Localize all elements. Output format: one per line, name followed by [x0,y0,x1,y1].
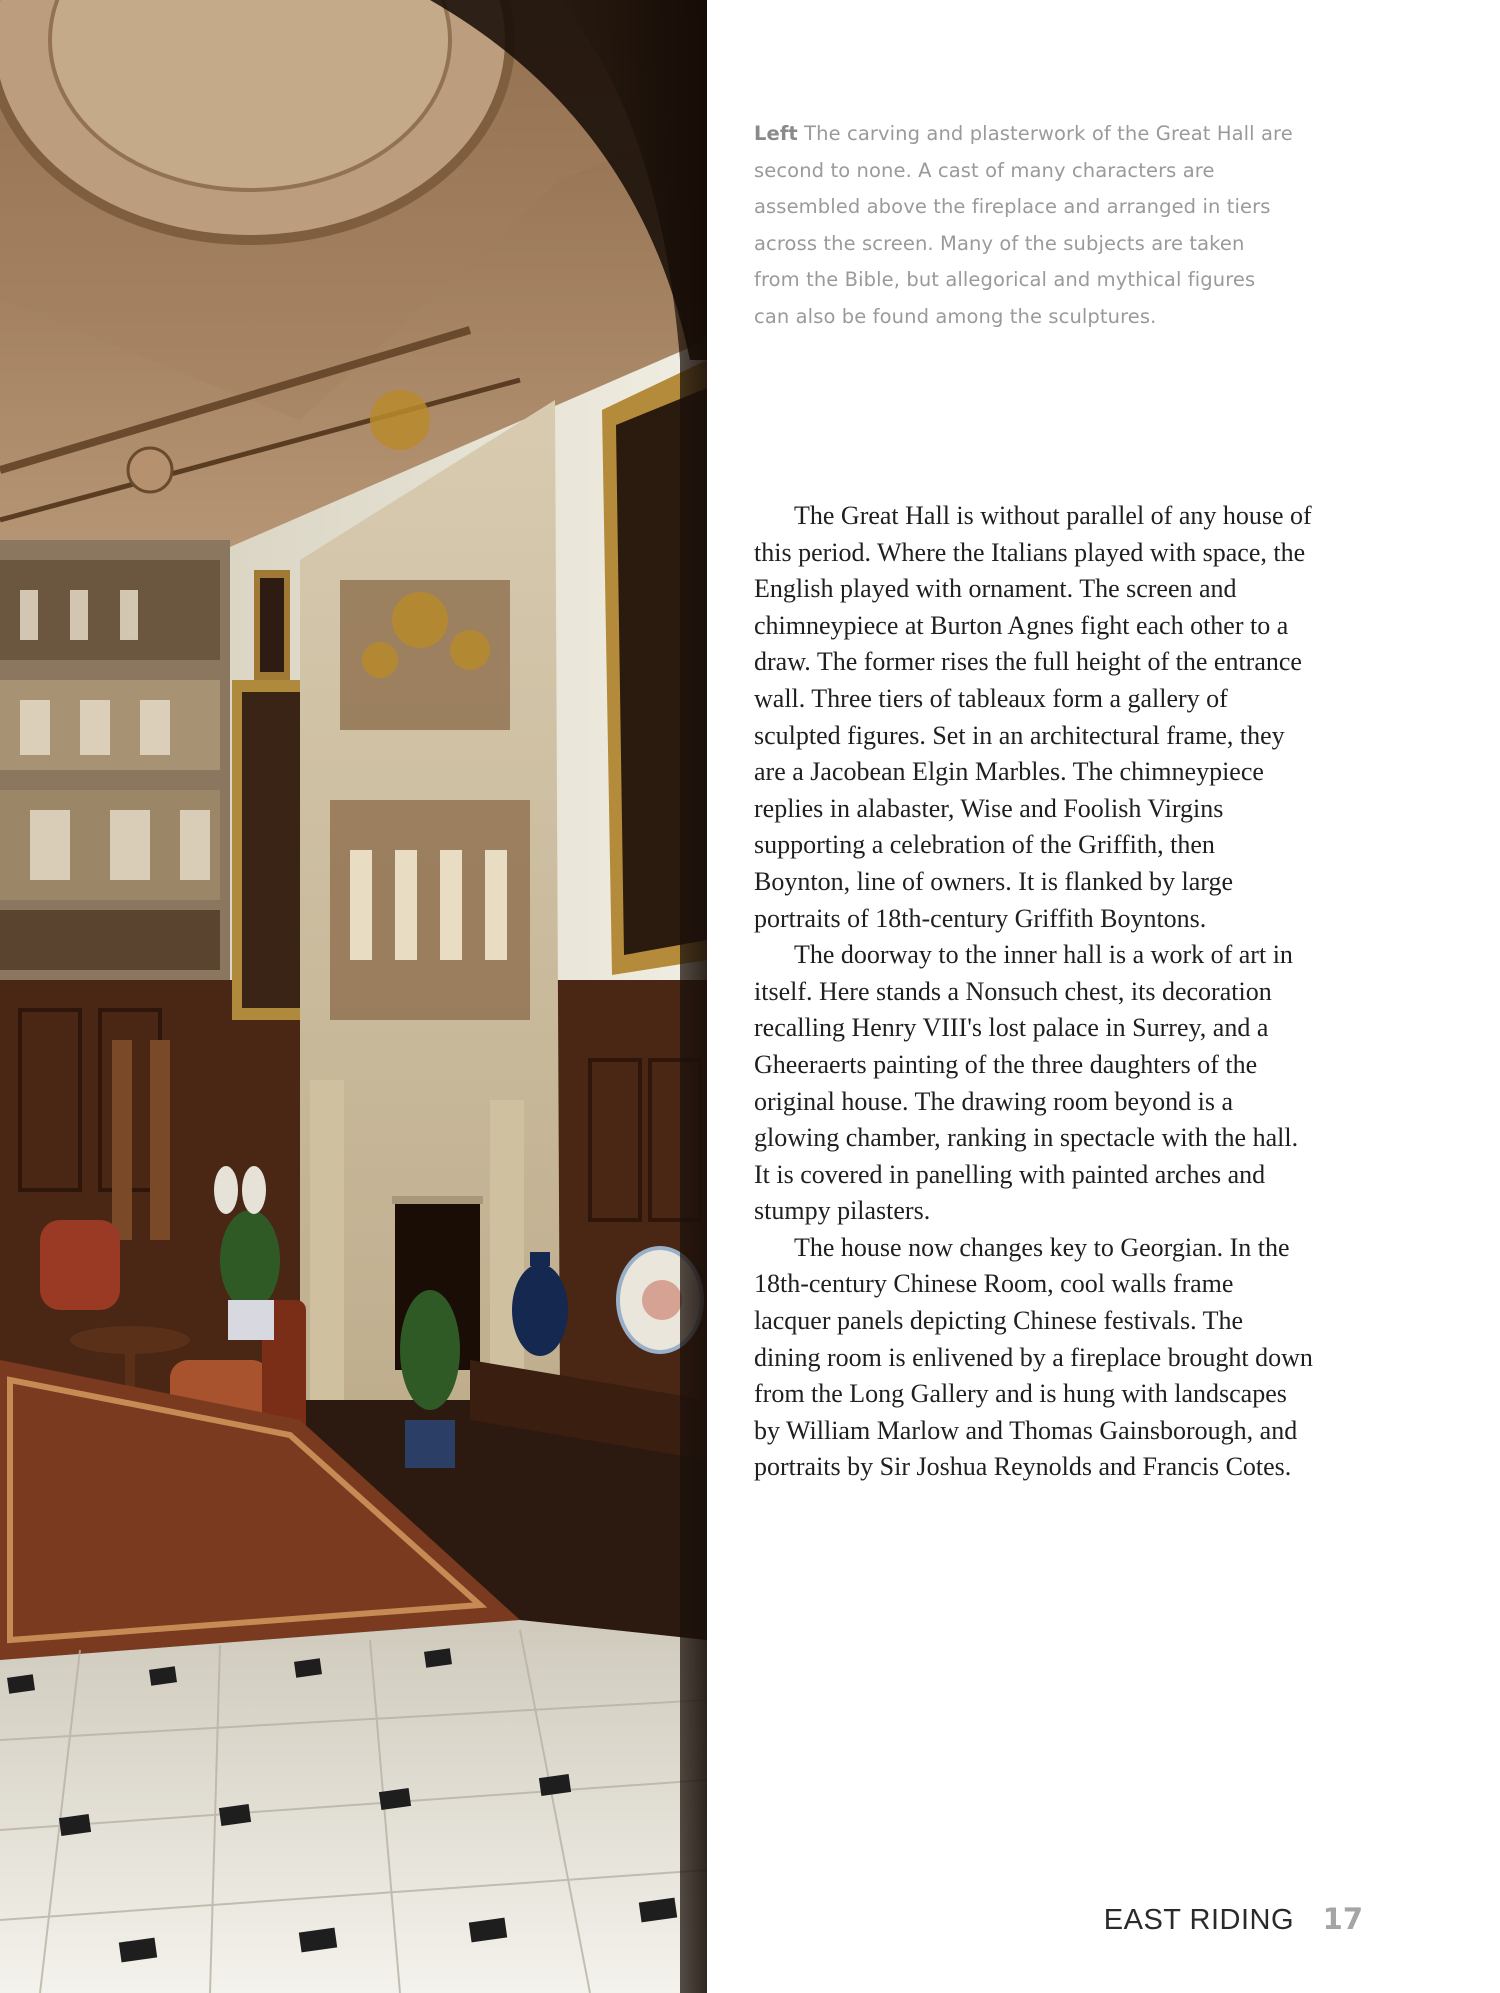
page-number: 17 [1322,1902,1363,1936]
caption-text: The carving and plasterwork of the Great Hall are second to none. A cast of many characters are assembled above the fireplace and arranged in tiers across the screen. Many of the subjects are taken from the Bible, but allegorical and mythical figures can also be found among the sculptures. [754,122,1293,328]
great-hall-illustration [0,0,707,1993]
body-paragraph: The house now changes key to Georgian. In the 18th-century Chinese Room, cool walls frame lacquer panels depicting Chinese festivals. The dining room is enlivened by a fireplace brought down from the Long Gallery and is hung with landscapes by William Marlow and Thomas Gainsborough, and portraits by Sir Joshua Reynolds and Francis Cotes. [754,1232,1313,1482]
page-footer [1104,1902,1363,1937]
photo-caption [754,116,1294,335]
body-paragraph: The doorway to the inner hall is a work of art in itself. Here stands a Nonsuch chest, its decoration recalling Henry VIII's lost palace in Surrey, and a Gheeraerts painting of the three daughters of the original house. The drawing room beyond is a glowing chamber, ranking in spectacle with the hall. It is covered in panelling with painted arches and stumpy pilasters. [754,940,1299,1226]
great-hall-photo [0,0,707,1993]
body-paragraph: The Great Hall is without parallel of any house of this period. Where the Italians played with space, the English played with ornament. The screen and chimneypiece at Burton Agnes fight each other to a draw. The former rises the full height of the entrance wall. Three tiers of tableaux form a gallery of sculpted figures. Set in an architectural frame, they are a Jacobean Elgin Marbles. The chimneypiece replies in alabaster, Wise and Foolish Virgins supporting a celebration of the Griffith, then Boynton, line of owners. It is flanked by large portraits of 18th-century Griffith Boyntons. [754,501,1312,933]
article-body [754,498,1314,1486]
caption-lead: Left [754,122,798,145]
section-name: EAST RIDING [1103,1904,1295,1936]
